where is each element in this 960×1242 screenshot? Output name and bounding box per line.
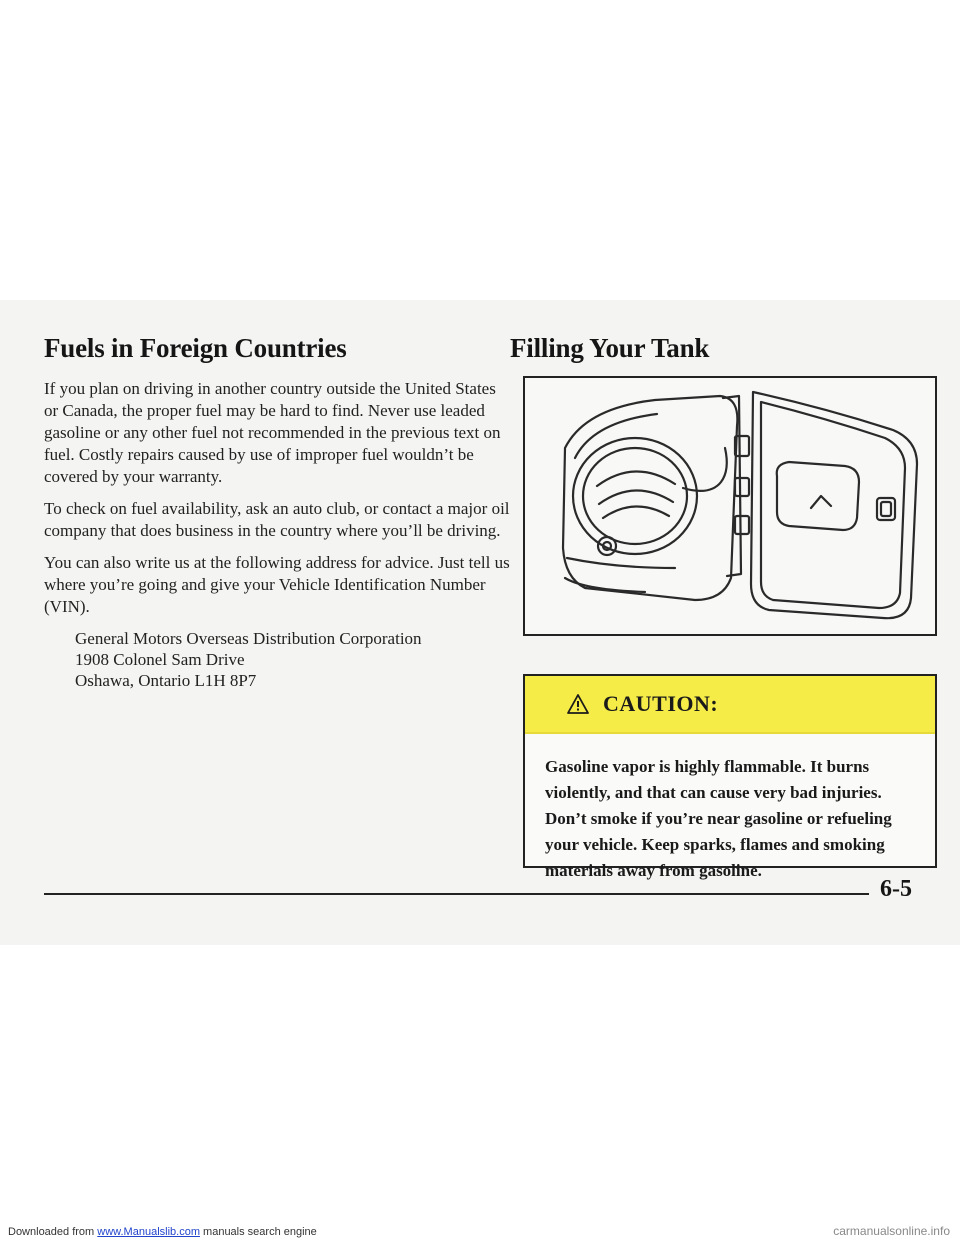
section-title-fuels-foreign: Fuels in Foreign Countries	[44, 333, 347, 363]
mailing-address	[75, 628, 514, 691]
caution-box	[523, 674, 937, 880]
fuel-door-illustration	[523, 376, 937, 636]
paragraph-1: If you plan on driving in another country outside the United States or Canada, the proper fuel may be hard to find. Never use leaded gasoline or any other fuel not recommended in the previous text on fuel. Costly repairs caused by use of improper fuel wouldn’t be covered by your warranty.	[44, 379, 501, 486]
left-column	[44, 333, 514, 691]
right-column	[510, 333, 940, 364]
page-number: 6-5	[880, 876, 912, 902]
paragraph-2: To check on fuel availability, ask an auto club, or contact a major oil company that does business in the country where you’ll be driving.	[44, 499, 510, 540]
caution-header	[525, 676, 935, 734]
address-line-2: 1908 Colonel Sam Drive	[75, 650, 245, 669]
warning-triangle-icon	[567, 694, 589, 714]
watermark-suffix: manuals search engine	[199, 1226, 317, 1238]
paragraph-3: You can also write us at the following address for advice. Just tell us where you’re going and give your Vehicle Identification Number (VIN).	[44, 553, 510, 616]
section-title-filling-tank: Filling Your Tank	[510, 333, 710, 363]
address-line-1: General Motors Overseas Distribution Corporation	[75, 629, 422, 648]
manualslib-link[interactable]: www.Manualslib.com	[97, 1226, 200, 1238]
fuel-door-icon	[525, 378, 935, 634]
watermark-prefix: Downloaded from	[8, 1226, 98, 1238]
caution-text: Gasoline vapor is highly flammable. It burns violently, and that can cause very bad injuries. Don’t smoke if you’re near gasoline or refueling your vehicle. Keep sparks, flames and smoking materials away from gasoline.	[545, 757, 892, 880]
address-line-3: Oshawa, Ontario L1H 8P7	[75, 671, 257, 690]
download-watermark	[8, 1226, 317, 1238]
site-watermark: carmanualsonline.info	[833, 1224, 950, 1238]
caution-label: CAUTION:	[603, 691, 719, 716]
footer-divider	[44, 893, 869, 895]
